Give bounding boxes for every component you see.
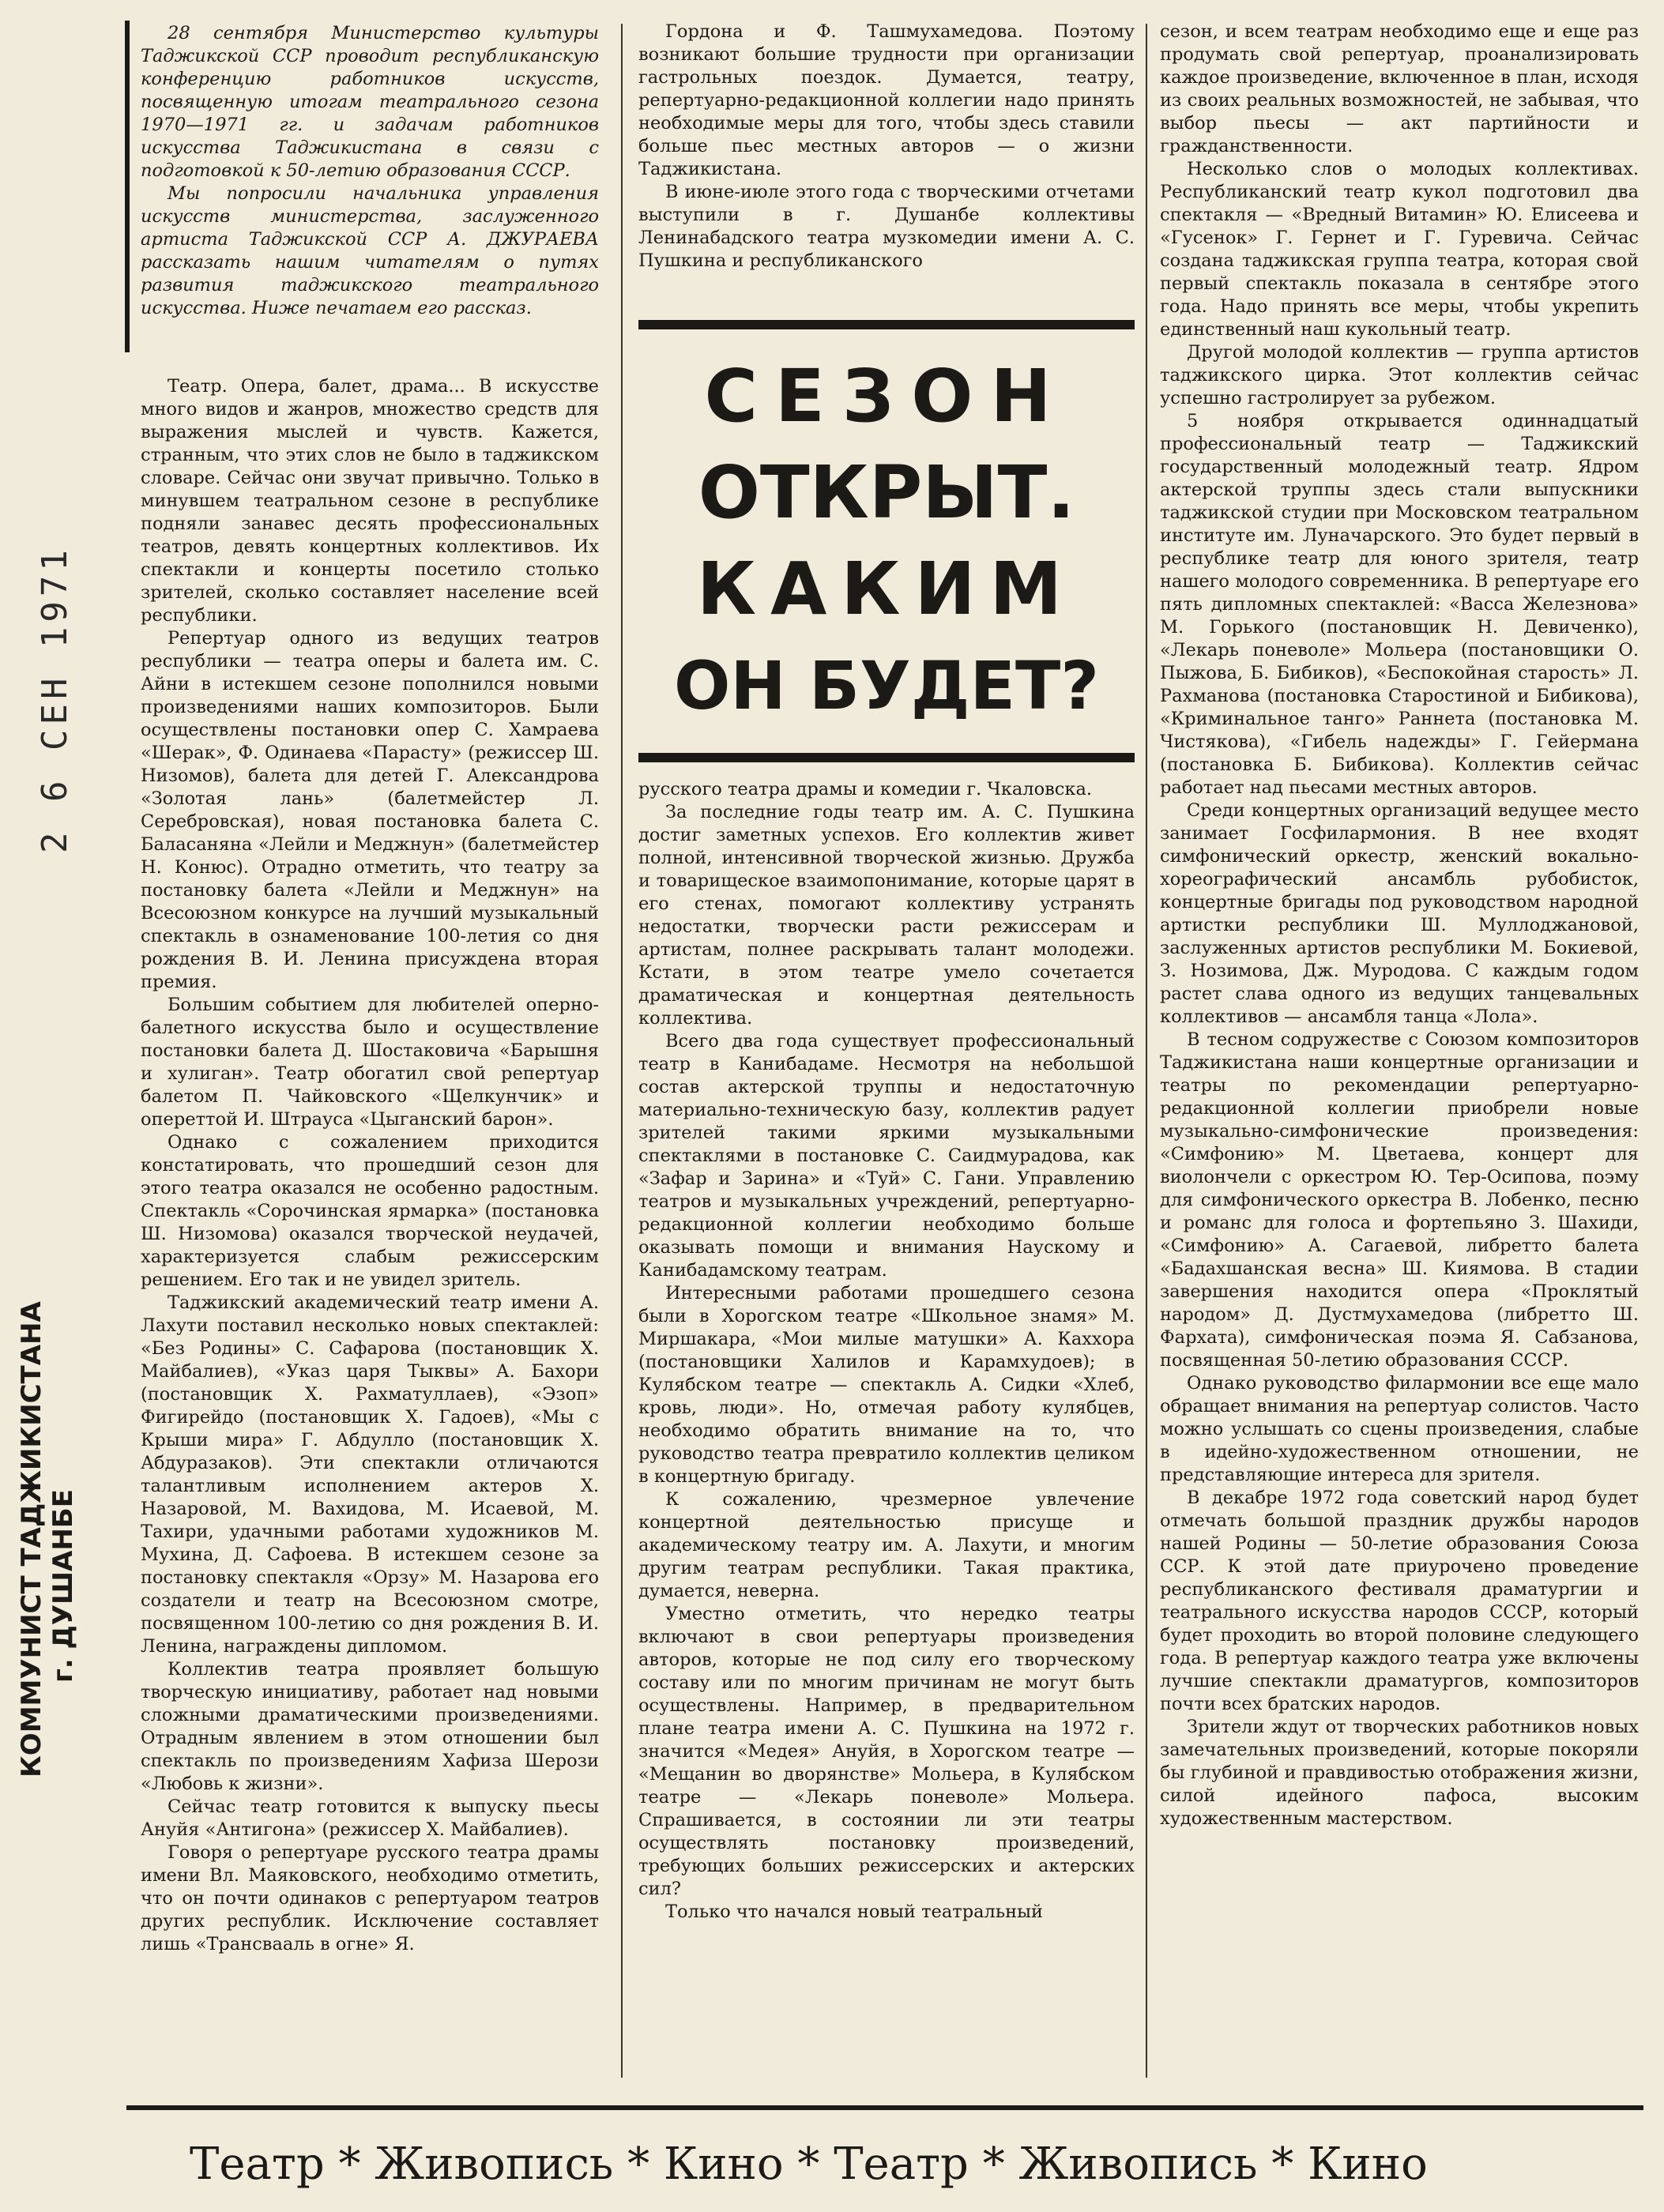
source-line: КОММУНИСТ ТАДЖИКИСТАНА (16, 1301, 47, 1778)
footer-rule (126, 2105, 1643, 2110)
paragraph: сезон, и всем театрам необходимо еще и еще раз продумать свой репертуар, проанализировать каждое произведение, включенное в план, исходя из своих реальных возможностей, не забывая, что выбор пьесы — акт партийности и гражданственности. (1160, 21, 1639, 156)
paragraph: Уместно отметить, что нередко театры включают в свои репертуары произведения авторов, которые не под силу его творческому составу или по многим причинам не могут быть осуществлены. Например, в предварительном плане театра имени А. С. Пушкина на 1972 г. значится «Медея» Ануйя, в Хорогском театре — «Мещанин во дворянстве» Мольера, в Кулябском театре — «Лекарь поневоле» Мольера. Спрашивается, в состоянии ли эти театры осуществлять постановку произведений, требующих больших режиссерских и актерских сил? (638, 1604, 1135, 1899)
intro-paragraph: Мы попросили начальника управления искусств министерства, заслуженного артиста Таджикской ССР А. ДЖУРАЕВА рассказать нашим читателям о путях развития таджикского театрального искусства. Ниже печатаем его рассказ. (141, 183, 599, 318)
paragraph: Только что начался новый театральный (665, 1902, 1043, 1922)
intro-lead (141, 22, 599, 362)
column-1 (141, 375, 599, 2066)
column-divider (621, 24, 623, 2078)
paragraph: Большим событием для любителей оперно-балетного искусства было и осуществление постановки балета Д. Шостаковича «Барышня и хулиган». Театр обогатил свой репертуар балетом П. Чайковского «Щелкунчик» и опереттой И. Штрауса «Цыганский барон». (141, 995, 599, 1130)
paragraph: Гордона и Ф. Ташмухамедова. Поэтому возникают большие трудности при организации гастрольных поездок. Думается, театру, репертуарно-редакционной коллегии надо принять необходимые меры для того, чтобы здесь ставили больше пьес местных авторов — о жизни Таджикистана. (638, 21, 1135, 179)
paragraph: Сейчас театр готовится к выпуску пьесы Ануйя «Антигона» (режиссер Х. Майбалиев). (141, 1796, 599, 1840)
paragraph: Коллектив театра проявляет большую творческую инициативу, работает над новыми сложными драматическими произведениями. Отрадным явлением в этом отношении был спектакль по произведениям Хафиза Шерози «Любовь к жизни». (141, 1659, 599, 1794)
paragraph: В декабре 1972 года советский народ будет отмечать большой праздник дружбы народов нашей Родины — 50-летие образования Союза ССР. К этой дате приурочено проведение республиканского фестиваля драматургии и театрального искусства народов СССР, который будет проходить во второй половине следующего года. В репертуар каждого театра уже включены лучшие спектакли драматургов, композиторов почти всех братских народов. (1160, 1488, 1639, 1714)
intro-rule (125, 21, 130, 352)
paragraph: Театр. Опера, балет, драма... В искусстве много видов и жанров, множество средств для выражения мыслей и чувств. Кажется, странным, что этих слов не было в таджикском словаре. Сейчас они звучат привычно. Только в минувшем театральном сезоне в республике подняли занавес десять профессиональных театров, девять концертных коллективов. Их спектакли и концерты посетило столько зрителей, сколько составляет население всей республики. (141, 376, 599, 626)
headline-line: ОТКРЫТ. (698, 450, 1075, 535)
paragraph: Однако с сожалением приходится констатировать, что прошедший сезон для этого театра оказался не особенно радостным. Спектакль «Сорочинская ярмарка» (постановка Ш. Низомова) оказался творческой неудачей, характеризуется слабым режиссерским решением. Его так и не увидел зритель. (141, 1132, 599, 1290)
paragraph: Среди концертных организаций ведущее место занимает Госфилармония. В нее входят симфонический оркестр, женский вокально-хореографический ансамбль рубобисток, концертные бригады под руководством народной артистки республики Ш. Муллоджановой, заслуженных артистов республики М. Бокиевой, З. Нозимова, Дж. Муродова. С каждым годом растет слава одного из ведущих танцевальных коллективов — ансамбля танца «Лола». (1160, 800, 1639, 1027)
paragraph: Таджикский академический театр имени А. Лахути поставил несколько новых спектаклей: «Без Родины» С. Сафарова (постановщик Х. Майбалиев), «Указ царя Тыквы» А. Бахори (постановщик Х. Рахматуллаев), «Эзоп» Фигирейдо (постановщик Х. Гадоев), «Мы с Крыши мира» Г. Абдулло (постановщик Х. Абдуразаков). Эти спектакли отличаются талантливым исполнением актеров Х. Назаровой, М. Вахидова, М. Исаевой, М. Тахири, удачными работами художников М. Мухина, Д. Сафоева. В истекшем сезоне за постановку спектакля «Орзу» М. Назарова его создатели и театр на Всесоюзном смотре, посвященном 100-летию со дня рождения В. И. Ленина, награждены дипломом. (141, 1292, 599, 1657)
paragraph: В тесном содружестве с Союзом композиторов Таджикистана наши концертные организации и театры по рекомендации репертуарно-редакционной коллегии приобрели новые музыкально-симфонические произведения: «Симфонию» М. Цветаева, концерт для виолончели с оркестром Ю. Тер-Осипова, поэму для симфонического оркестра В. Лобенко, песню и романс для голоса и фортепьяно З. Шахиди, «Симфонию» А. Сагаевой, либретто балета «Бадахшанская весна» Ш. Киямова. В стадии завершения находится опера «Проклятый народом» Д. Дустмухамедова (либретто Ш. Фархата), симфоническая поэма Я. Сабзанова, посвященная 50-летию образования СССР. (1160, 1029, 1639, 1371)
column-2-top (638, 21, 1135, 313)
headline-rule-bottom (638, 753, 1135, 762)
intro-paragraph: 28 сентября Министерство культуры Таджикской ССР проводит республиканскую конференцию работников искусств, посвященную итогам театрального сезона 1970—1971 гг. и задачам работников искусства Таджикистана в связи с подготовкой к 50-летию образования СССР. (141, 23, 599, 181)
column-2-bottom (638, 778, 1135, 2078)
section-footer: Театр * Живопись * Кино * Театр * Живопись * Кино (190, 2141, 1428, 2188)
paragraph: В июне-июле этого года с творческими отчетами выступили в г. Душанбе коллективы Ленинабадского театра музкомедии имени А. С. Пушкина и республиканского (638, 182, 1135, 271)
column-3 (1160, 21, 1639, 2082)
paragraph: 5 ноября открывается одиннадцатый профессиональный театр — Таджикский государственный молодежный театр. Ядром актерской труппы здесь стали выпускники таджикской студии при Московском театральном институте им. Луначарского. Это будет первый в республике театр для юного зрителя, театр нашего молодого современника. В репертуаре его пять дипломных спектаклей: «Васса Железнова» М. Горького (постановщик Н. Девиченко), «Лекарь поневоле» Мольера (постановщики О. Пыжова, Б. Бибиков), «Беспокойная старость» Л. Рахманова (постановка Старостиной и Бибикова), «Криминальное танго» Раннета (постановка М. Чистякова), «Гибель надежды» Г. Гейермана (постановка Б. Бибикова). Коллектив сейчас работает над пьесами местных авторов. (1160, 411, 1639, 798)
paragraph: За последние годы театр им. А. С. Пушкина достиг заметных успехов. Его коллектив живет полной, интенсивной творческой жизнью. Дружба и товарищеское взаимопонимание, которые царят в его стенах, помогают коллективу устранять недостатки, творчески расти режиссерам и артистам, полнее раскрывать талант молодежи. Кстати, в этом театре умело сочетается драматическая и концертная деятельность коллектива. (638, 802, 1135, 1029)
headline-rule-top (638, 320, 1135, 329)
paragraph: Зрители ждут от творческих работников новых замечательных произведений, которые покоряли бы глубиной и правдивостью отображения жизни, силой идейного пафоса, высоким художественным мастерством. (1160, 1717, 1639, 1829)
paragraph: Несколько слов о молодых коллективах. Республиканский театр кукол подготовил два спектакля — «Вредный Витамин» Ю. Елисеева и «Гусенок» Г. Гернет и Г. Гуревича. Сейчас создана таджикская группа театра, которая свой первый спектакль показала в сентябре этого года. Надо принять все меры, чтобы укрепить единственный наш кукольный театр. (1160, 159, 1639, 340)
paragraph: русского театра драмы и комедии г. Чкаловска. (638, 779, 1093, 799)
headline-line: ОН БУДЕТ? (674, 647, 1099, 724)
paragraph: Однако руководство филармонии все еще мало обращает внимания на репертуар солистов. Часто можно услышать со сцены произведения, слабые в идейно-художественном отношении, не представляющие интереса для зрителя. (1160, 1373, 1639, 1485)
date-stamp: 2 6 СЕН 1971 (35, 545, 75, 853)
headline-box (638, 320, 1135, 770)
paragraph: Репертуар одного из ведущих театров республики — театра оперы и балета им. С. Айни в истекшем сезоне пополнился новыми произведениями наших композиторов. Были осуществлены постановки опер С. Хамраева «Шерак», Ф. Одинаева «Парасту» (режиссер Ш. Низомов), балета для детей Г. Александрова «Золотая лань» (балетмейстер Л. Серебровская), новая постановка балета С. Баласаняна «Лейли и Меджнун» (балетмейстер Н. Конюс). Отрадно отметить, что театру за постановку балета «Лейли и Меджнун» на Всесоюзном конкурсе на лучший музыкальный спектакль в ознаменование 100-летия со дня рождения В. И. Ленина присуждена вторая премия. (141, 628, 599, 992)
paragraph: Говоря о репертуаре русского театра драмы имени Вл. Маяковского, необходимо отметить, что он почти одинаков с репертуаром театров других республик. Исключение составляет лишь «Трансвааль в огне» Я. (141, 1842, 599, 1954)
paragraph: Всего два года существует профессиональный театр в Канибадаме. Несмотря на небольшой состав актерской труппы и недостаточную материально-техническую базу, коллектив радует зрителей такими яркими музыкальными спектаклями в постановке С. Саидмурадова, как «Зафар и Зарина» и «Туй» С. Гани. Управлению театров и музыкальных учреждений, репертуарно-редакционной коллегии необходимо больше оказывать помощи и внимания Наускому и Канибадамскому театрам. (638, 1031, 1135, 1281)
paragraph: Другой молодой коллектив — группа артистов таджикского цирка. Этот коллектив сейчас успешно гастролирует за рубежом. (1160, 342, 1639, 408)
source-stamp (16, 1301, 79, 1778)
paragraph: Интересными работами прошедшего сезона были в Хорогском театре «Школьное знамя» М. Миршакара, «Мои милые матушки» А. Каххора (постановщики Халилов и Карамхудоев); в Кулябском театре — спектакль А. Сидки «Хлеб, кровь, люди». Но, отмечая работу кулябцев, необходимо обратить внимание на то, что руководство театра превратило коллектив целиком в концертную бригаду. (638, 1283, 1135, 1487)
headline-line: КАКИМ (696, 547, 1077, 631)
source-line: г. ДУШАНБЕ (47, 1489, 79, 1683)
paragraph: К сожалению, чрезмерное увлечение концертной деятельностью присуще и академическому театру им. А. Лахути, и многим другим театрам республики. Такая практика, думается, неверна. (638, 1489, 1135, 1601)
headline-line: СЕЗОН (704, 354, 1069, 438)
column-divider (1146, 24, 1147, 2078)
